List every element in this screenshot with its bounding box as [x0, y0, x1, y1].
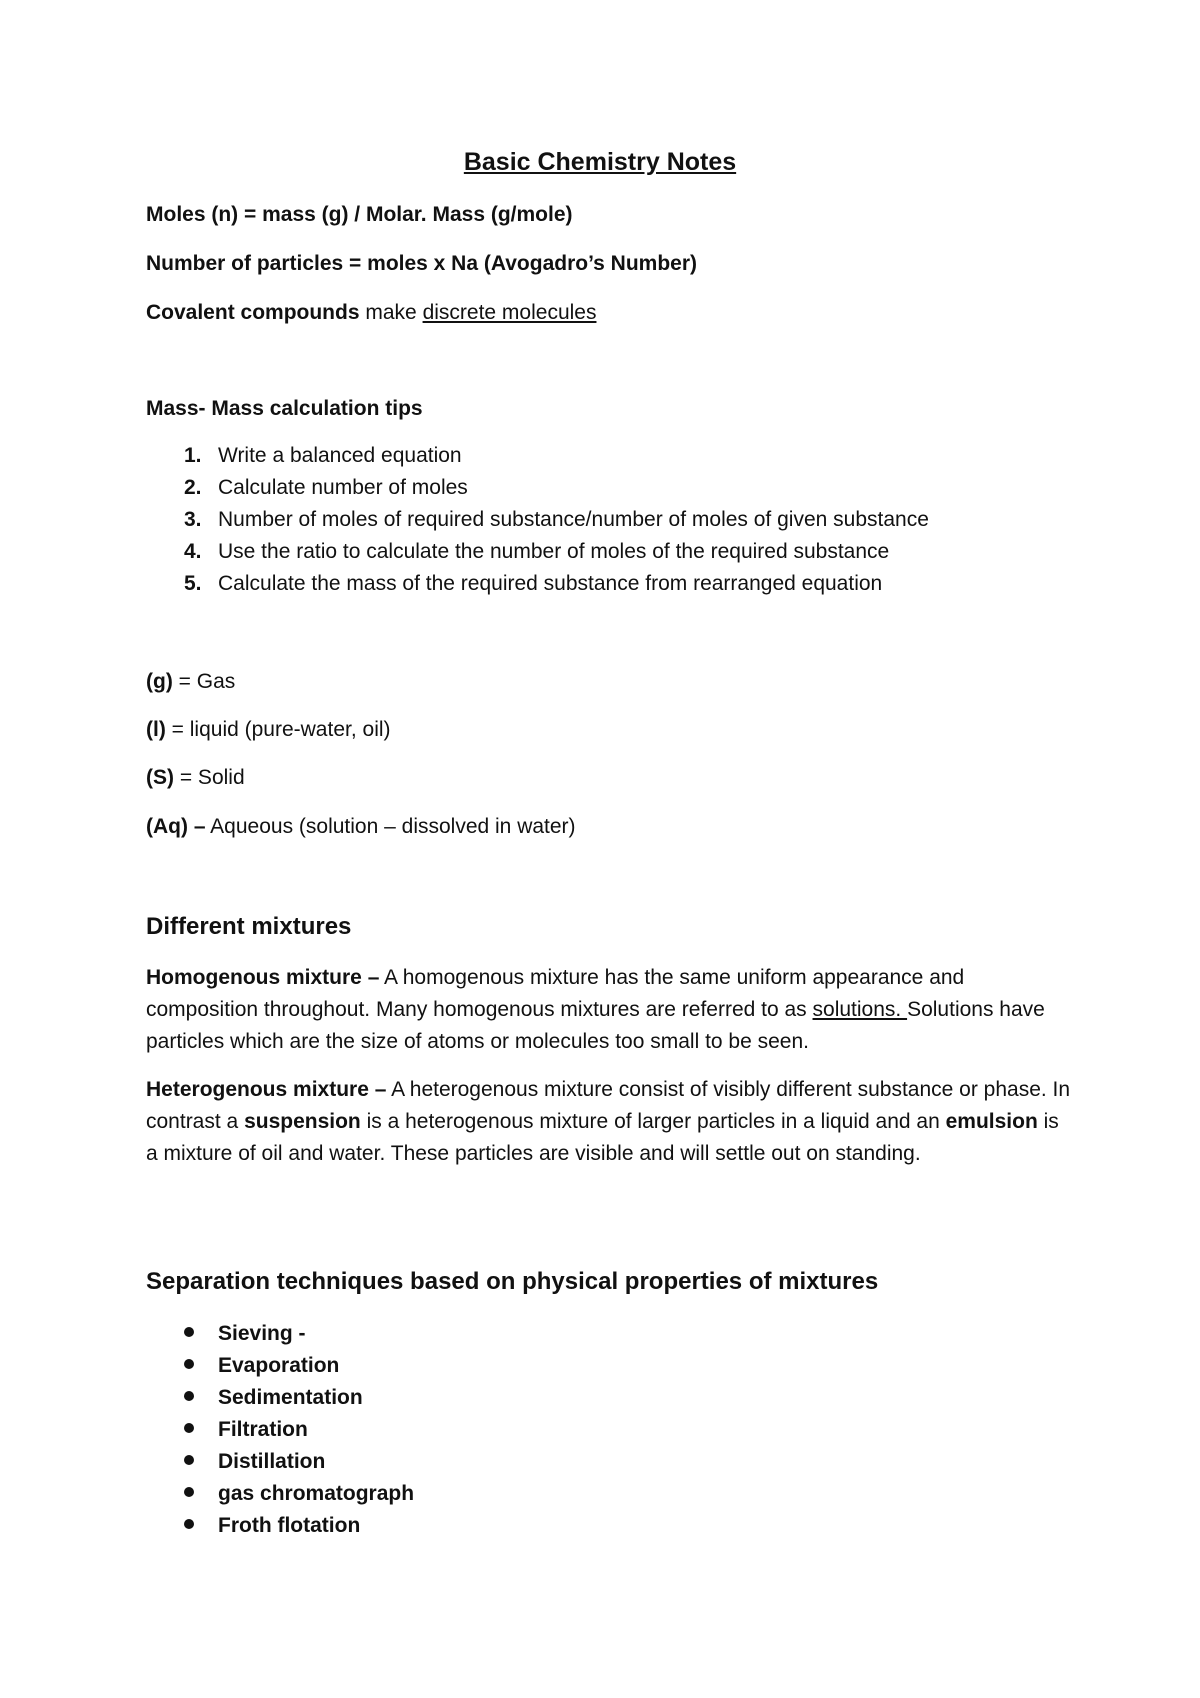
- heterogenous-text-2: is a heterogenous mixture of larger particles in a liquid and an: [360, 1110, 946, 1133]
- bullet-icon: [184, 1359, 194, 1369]
- list-item: [146, 1414, 414, 1446]
- list-item: [146, 1350, 414, 1382]
- page-title: Basic Chemistry Notes: [463, 148, 737, 176]
- heterogenous-paragraph: [146, 1074, 1076, 1170]
- state-description: = Gas: [172, 670, 236, 693]
- suspension-term: suspension: [244, 1110, 361, 1133]
- covalent-label: Covalent compounds: [146, 301, 360, 324]
- moles-formula: Moles (n) = mass (g) / Molar. Mass (g/mole): [146, 203, 573, 226]
- list-item: [146, 1478, 414, 1510]
- state-description: = liquid (pure-water, oil): [165, 718, 391, 741]
- list-item: [146, 504, 929, 536]
- heterogenous-text-3: is a mixture of oil and water. These particles are visible and will settle out on standing.: [146, 1110, 1059, 1165]
- technique-label: Filtration: [218, 1418, 308, 1441]
- state-description: Aqueous (solution – dissolved in water): [205, 815, 576, 838]
- step-text: Write a balanced equation: [218, 444, 462, 467]
- step-text: Calculate the mass of the required substance from rearranged equation: [218, 572, 883, 595]
- solutions-term: solutions.: [812, 998, 908, 1021]
- homogenous-label: Homogenous mixture –: [146, 966, 380, 989]
- step-number: 5.: [184, 572, 202, 595]
- step-number: 1.: [184, 444, 202, 467]
- emulsion-term: emulsion: [945, 1110, 1038, 1133]
- state-symbol: (Aq) –: [146, 815, 206, 838]
- mixtures-heading: Different mixtures: [146, 913, 352, 940]
- mass-tips-heading: Mass- Mass calculation tips: [146, 397, 423, 420]
- list-item: [146, 568, 929, 600]
- separation-heading: Separation techniques based on physical properties of mixtures: [146, 1268, 879, 1295]
- homogenous-text-2: Solutions have particles which are the size of atoms or molecules too small to be seen.: [146, 998, 1045, 1053]
- covalent-underlined: discrete molecules: [422, 301, 597, 324]
- list-item: [146, 1446, 414, 1478]
- technique-label: Distillation: [218, 1450, 326, 1473]
- technique-label: gas chromatograph: [218, 1482, 415, 1505]
- heterogenous-text-1: A heterogenous mixture consist of visibly different substance or phase. In contrast a: [146, 1078, 1071, 1133]
- particles-formula: Number of particles = moles x Na (Avogadro’s Number): [146, 252, 697, 275]
- list-item: [146, 472, 929, 504]
- state-description: = Solid: [174, 766, 245, 789]
- step-text: Number of moles of required substance/number of moles of given substance: [218, 508, 929, 531]
- mass-tips-list: [146, 440, 929, 600]
- bullet-icon: [184, 1455, 194, 1465]
- covalent-line: [146, 301, 596, 325]
- bullet-icon: [184, 1391, 194, 1401]
- state-symbol: (l): [146, 718, 166, 741]
- list-item: [146, 440, 929, 472]
- homogenous-text-1: A homogenous mixture has the same uniform appearance and composition throughout. Many homogenous mixtures are referred to as: [146, 966, 965, 1021]
- bullet-icon: [184, 1423, 194, 1433]
- technique-label: Sedimentation: [218, 1386, 363, 1409]
- state-symbol: (g): [146, 670, 173, 693]
- step-text: Calculate number of moles: [218, 476, 468, 499]
- state-solid: [146, 766, 245, 790]
- technique-label: Froth flotation: [218, 1514, 361, 1537]
- covalent-connector: make: [359, 301, 423, 324]
- step-number: 4.: [184, 540, 202, 563]
- list-item: [146, 536, 929, 568]
- list-item: [146, 1382, 414, 1414]
- technique-label: Evaporation: [218, 1354, 340, 1377]
- technique-label: Sieving -: [218, 1322, 306, 1345]
- bullet-icon: [184, 1487, 194, 1497]
- heterogenous-label: Heterogenous mixture –: [146, 1078, 387, 1101]
- bullet-icon: [184, 1519, 194, 1529]
- list-item: [146, 1318, 414, 1350]
- step-number: 2.: [184, 476, 202, 499]
- bullet-icon: [184, 1327, 194, 1337]
- state-aqueous: [146, 815, 576, 839]
- state-symbol: (S): [146, 766, 174, 789]
- homogenous-paragraph: [146, 962, 1076, 1058]
- step-number: 3.: [184, 508, 202, 531]
- list-item: [146, 1510, 414, 1542]
- separation-list: [146, 1318, 414, 1542]
- state-gas: [146, 670, 235, 694]
- state-liquid: [146, 718, 391, 742]
- step-text: Use the ratio to calculate the number of moles of the required substance: [218, 540, 890, 563]
